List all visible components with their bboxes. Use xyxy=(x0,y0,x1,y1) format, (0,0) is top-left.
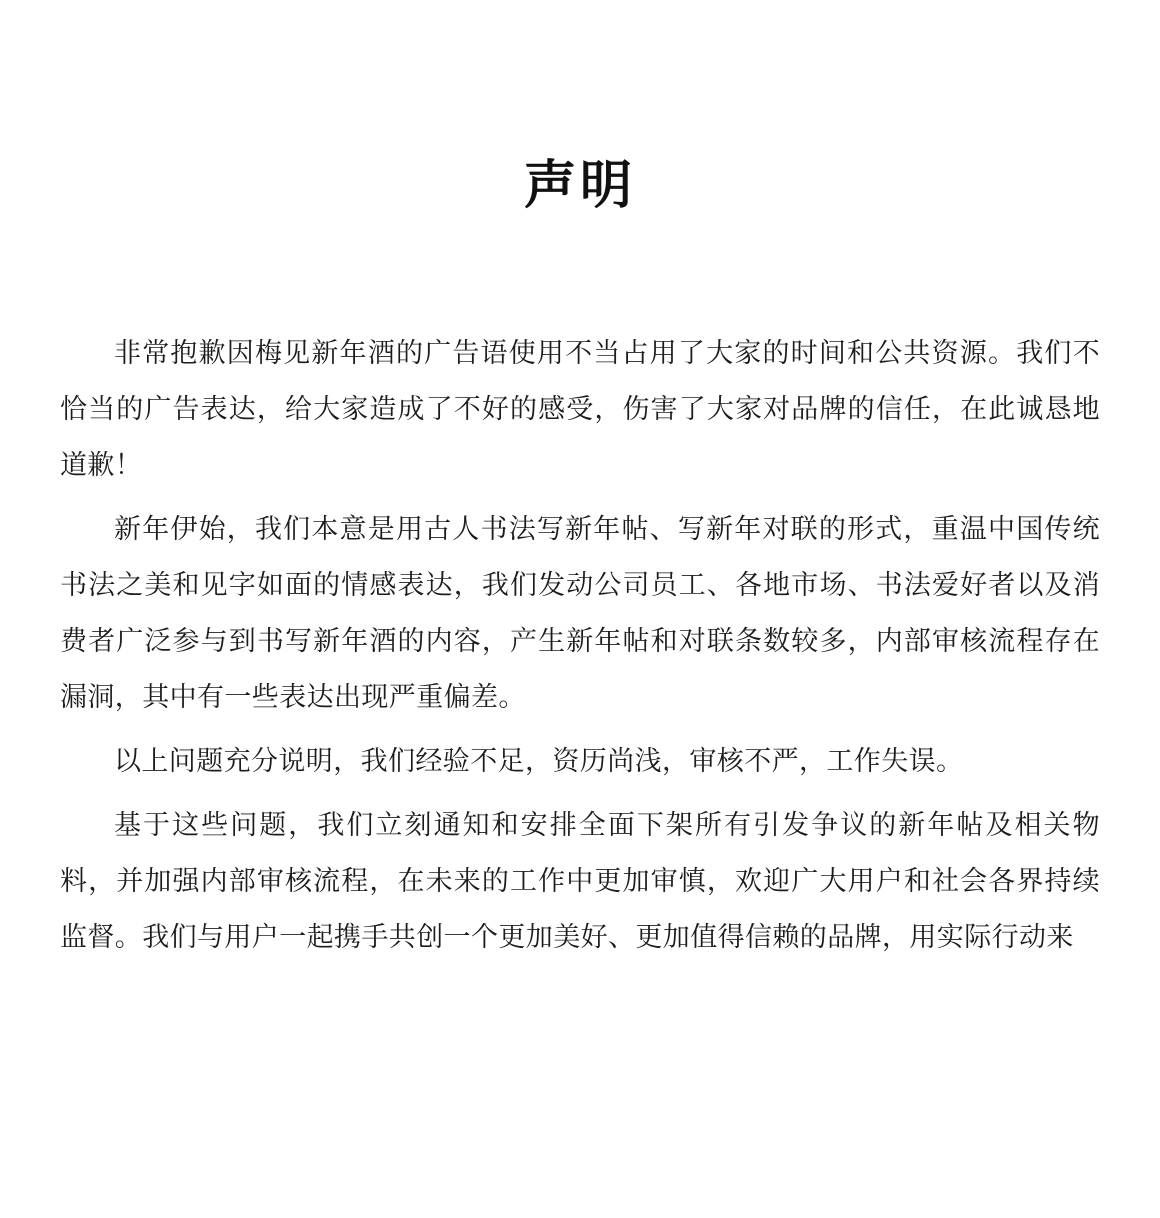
paragraph-actions: 基于这些问题，我们立刻通知和安排全面下架所有引发争议的新年帖及相关物料，并加强内部审核流程，在未来的工作中更加审慎，欢迎广大用户和社会各界持续监督。我们与用户一起携手共创一个更加美好、更加值得信赖的品牌，用实际行动来 xyxy=(60,810,1100,953)
statement-title: 声明 xyxy=(523,156,636,216)
paragraph-apology: 非常抱歉因梅见新年酒的广告语使用不当占用了大家的时间和公共资源。我们不恰当的广告表达，给大家造成了不好的感受，伤害了大家对品牌的信任，在此诚恳地道歉！ xyxy=(60,338,1100,481)
statement-body xyxy=(60,326,1100,966)
paragraph-admission: 以上问题充分说明，我们经验不足，资历尚浅，审核不严，工作失误。 xyxy=(114,746,964,777)
paragraph-background: 新年伊始，我们本意是用古人书法写新年帖、写新年对联的形式，重温中国传统书法之美和见字如面的情感表达，我们发动公司员工、各地市场、书法爱好者以及消费者广泛参与到书写新年酒的内容，产生新年帖和对联条数较多，内部审核流程存在漏洞，其中有一些表达出现严重偏差。 xyxy=(60,514,1100,713)
